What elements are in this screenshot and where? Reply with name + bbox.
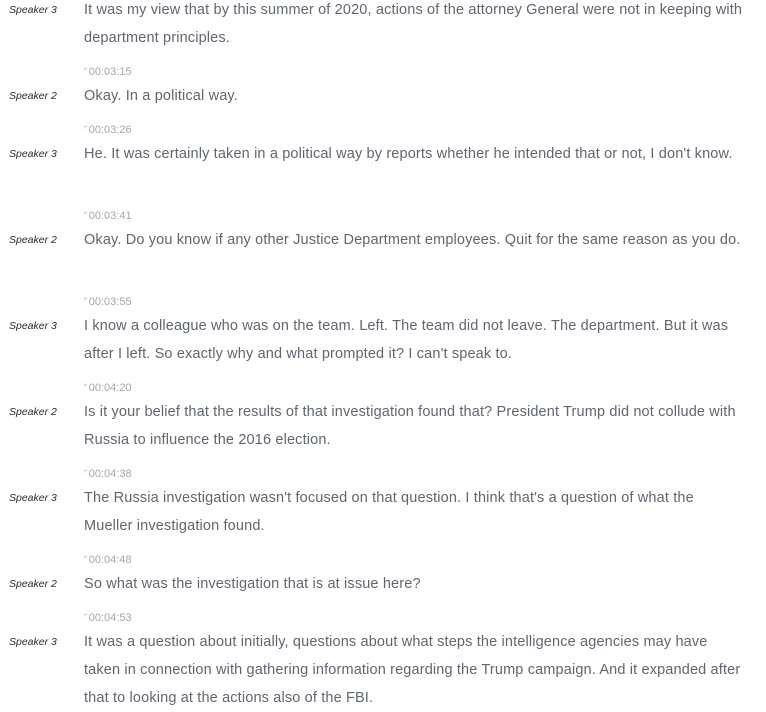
speaker-label: Speaker 2 bbox=[9, 90, 57, 102]
transcript-entry bbox=[0, 0, 766, 52]
utterance-text: The Russia investigation wasn't focused on that question. I think that's a question of what the Mueller investigation found. bbox=[84, 490, 694, 534]
timestamp[interactable] bbox=[84, 295, 132, 309]
speaker-label: Speaker 2 bbox=[9, 578, 57, 590]
entry-body bbox=[84, 612, 766, 712]
transcript-entry bbox=[0, 124, 766, 168]
entry-body bbox=[84, 554, 766, 598]
utterance-text: Okay. In a political way. bbox=[84, 88, 238, 104]
timestamp[interactable] bbox=[84, 123, 132, 137]
timestamp-marker-icon: ⌜ bbox=[84, 297, 88, 306]
utterance-text: Is it your belief that the results of that investigation found that? President Trump did not collude with Russia to influence the 2016 election. bbox=[84, 404, 736, 448]
utterance-text: So what was the investigation that is at issue here? bbox=[84, 576, 421, 592]
timestamp[interactable] bbox=[84, 65, 132, 79]
speaker-label: Speaker 3 bbox=[9, 320, 57, 332]
entry-body bbox=[84, 296, 766, 368]
speaker-label: Speaker 3 bbox=[9, 4, 57, 16]
timestamp-value: 00:04:20 bbox=[88, 382, 132, 394]
speaker-label: Speaker 3 bbox=[9, 148, 57, 160]
transcript-entry bbox=[0, 210, 766, 254]
entry-body bbox=[84, 210, 766, 254]
timestamp-value: 00:04:48 bbox=[88, 554, 132, 566]
entry-body bbox=[84, 0, 766, 52]
timestamp-marker-icon: ⌜ bbox=[84, 125, 88, 134]
utterance-text: It was my view that by this summer of 2020, actions of the attorney General were not in keeping with department principles. bbox=[84, 2, 743, 46]
speaker-label: Speaker 2 bbox=[9, 406, 57, 418]
utterance-text: Okay. Do you know if any other Justice Department employees. Quit for the same reason as you do. bbox=[84, 232, 741, 248]
entry-body bbox=[84, 124, 766, 168]
timestamp-marker-icon: ⌜ bbox=[84, 211, 88, 220]
timestamp-value: 00:03:26 bbox=[88, 124, 132, 136]
entry-body bbox=[84, 382, 766, 454]
timestamp-marker-icon: ⌜ bbox=[84, 469, 88, 478]
timestamp-value: 00:03:41 bbox=[88, 210, 132, 222]
timestamp-marker-icon: ⌜ bbox=[84, 383, 88, 392]
entry-body bbox=[84, 66, 766, 110]
utterance-text: He. It was certainly taken in a political way by reports whether he intended that or not, I don't know. bbox=[84, 146, 733, 162]
transcript-entry bbox=[0, 612, 766, 712]
speaker-label: Speaker 3 bbox=[9, 636, 57, 648]
timestamp-value: 00:04:53 bbox=[88, 612, 132, 624]
transcript-entry bbox=[0, 66, 766, 110]
speaker-label: Speaker 2 bbox=[9, 234, 57, 246]
timestamp[interactable] bbox=[84, 553, 132, 567]
timestamp[interactable] bbox=[84, 467, 132, 481]
transcript-entry bbox=[0, 554, 766, 598]
timestamp[interactable] bbox=[84, 611, 132, 625]
timestamp-marker-icon: ⌜ bbox=[84, 67, 88, 76]
utterance-text: It was a question about initially, questions about what steps the intelligence agencies may have taken in connection with gathering information regarding the Trump campaign. And it expanded after that to looking at the actions also of the FBI. bbox=[84, 634, 741, 706]
timestamp[interactable] bbox=[84, 381, 132, 395]
timestamp-marker-icon: ⌜ bbox=[84, 613, 88, 622]
transcript-entry bbox=[0, 382, 766, 454]
timestamp-value: 00:03:15 bbox=[88, 66, 132, 78]
timestamp-value: 00:04:38 bbox=[88, 468, 132, 480]
timestamp-value: 00:03:55 bbox=[88, 296, 132, 308]
transcript-entry bbox=[0, 296, 766, 368]
transcript-entry bbox=[0, 468, 766, 540]
speaker-label: Speaker 3 bbox=[9, 492, 57, 504]
timestamp-marker-icon: ⌜ bbox=[84, 555, 88, 564]
entry-body bbox=[84, 468, 766, 540]
timestamp[interactable] bbox=[84, 209, 132, 223]
utterance-text: I know a colleague who was on the team. Left. The team did not leave. The department. But it was after I left. So exactly why and what prompted it? I can't speak to. bbox=[84, 318, 729, 362]
